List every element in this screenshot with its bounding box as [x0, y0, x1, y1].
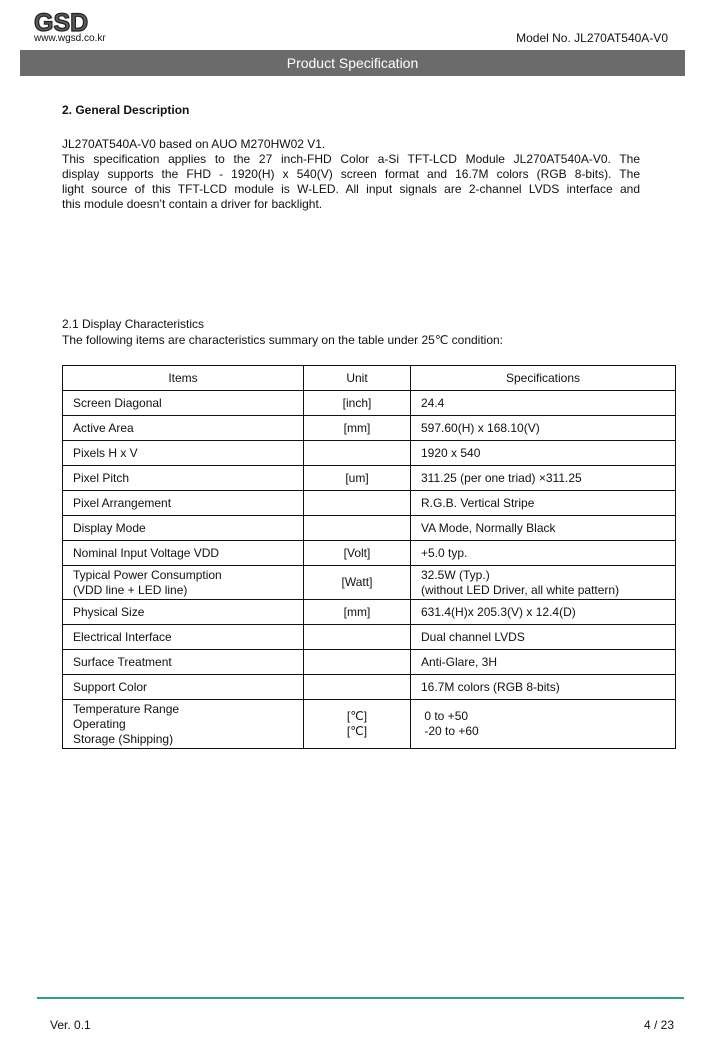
header-specifications: Specifications [411, 366, 676, 391]
spec-cell [411, 650, 676, 675]
description-paragraph-2 [62, 152, 640, 212]
table-row [63, 516, 676, 541]
item-cell-text: Screen Diagonal [73, 395, 162, 410]
model-number: Model No. JL270AT540A-V0 [516, 31, 668, 45]
unit-cell [304, 650, 411, 675]
unit-cell-text: [Volt] [343, 545, 371, 560]
item-cell-text: Pixels H x V [73, 445, 138, 460]
unit-cell-text: [Watt] [341, 575, 373, 589]
table-row [63, 650, 676, 675]
unit-cell [304, 466, 411, 491]
item-cell [63, 700, 304, 749]
spec-cell-text: 0 to +50 [421, 709, 469, 723]
footer-divider [37, 997, 684, 999]
spec-cell-text: Dual channel LVDS [421, 629, 525, 644]
header-items: Items [63, 366, 304, 391]
item-cell-text: Pixel Pitch [73, 470, 130, 485]
spec-cell [411, 416, 676, 441]
version-label: Ver. 0.1 [50, 1018, 91, 1032]
table-row [63, 566, 676, 600]
spec-cell-text: +5.0 typ. [421, 545, 468, 560]
table-row [63, 466, 676, 491]
unit-cell-text: [℃] [346, 724, 368, 738]
description-line: light source of this TFT-LCD module is W-LED. All input signals are 2-channel LVDS interface and [62, 182, 640, 196]
unit-cell [304, 600, 411, 625]
unit-cell-text: [mm] [343, 420, 371, 435]
spec-cell-text: Anti-Glare, 3H [421, 654, 498, 669]
logo-url: www.wgsd.co.kr [34, 33, 106, 44]
table-row [63, 625, 676, 650]
table-row [63, 416, 676, 441]
unit-cell [304, 625, 411, 650]
item-cell-text: Support Color [73, 679, 148, 694]
item-cell-text: Typical Power Consumption [73, 567, 222, 582]
item-cell-text: Nominal Input Voltage VDD [73, 545, 220, 560]
description-line: this module doesn’t contain a driver for backlight. [62, 197, 323, 211]
unit-cell [304, 441, 411, 466]
page-number: 4 / 23 [643, 1018, 674, 1032]
subsection-description: The following items are characteristics summary on the table under 25℃ condition: [62, 333, 504, 347]
header-unit: Unit [304, 366, 411, 391]
spec-cell [411, 516, 676, 541]
spec-cell [411, 700, 676, 749]
description-paragraph-1: JL270AT540A-V0 based on AUO M270HW02 V1. [62, 137, 326, 151]
section-title: 2. General Description [62, 103, 190, 117]
description-line: display supports the FHD - 1920(H) x 540(V) screen format and 16.7M colors (RGB 8-bits). The [62, 167, 640, 181]
spec-cell-text: (without LED Driver, all white pattern) [421, 582, 620, 597]
item-cell-text: Physical Size [73, 604, 145, 619]
item-cell-text: Storage (Shipping) [73, 731, 174, 746]
spec-cell [411, 566, 676, 600]
item-cell [63, 650, 304, 675]
spec-cell-text: 631.4(H)x 205.3(V) x 12.4(D) [421, 604, 576, 619]
unit-cell [304, 566, 411, 600]
spec-cell-text: 311.25 (per one triad) ×311.25 [421, 470, 582, 485]
unit-cell [304, 516, 411, 541]
table-row [63, 391, 676, 416]
table-row [63, 675, 676, 700]
table-body [63, 391, 676, 749]
item-cell [63, 600, 304, 625]
item-cell [63, 566, 304, 600]
item-cell [63, 491, 304, 516]
item-cell-text: Active Area [73, 420, 134, 435]
table-row [63, 700, 676, 749]
item-cell-text: (VDD line + LED line) [73, 582, 188, 597]
gsd-logo [34, 10, 98, 34]
table-row [63, 491, 676, 516]
spec-cell-text: VA Mode, Normally Black [421, 520, 556, 535]
header-bar-title: Product Specification [286, 55, 419, 71]
table-row [63, 600, 676, 625]
spec-cell-text: 597.60(H) x 168.10(V) [421, 420, 540, 435]
item-cell-text: Display Mode [73, 520, 146, 535]
spec-cell-text: 24.4 [421, 395, 445, 410]
table-row [63, 541, 676, 566]
spec-cell-text: -20 to +60 [421, 724, 479, 738]
unit-cell [304, 391, 411, 416]
subsection-title: 2.1 Display Characteristics [62, 317, 205, 331]
item-cell [63, 516, 304, 541]
spec-cell [411, 625, 676, 650]
display-characteristics-table [62, 365, 676, 749]
item-cell-text: Electrical Interface [73, 629, 172, 644]
spec-cell [411, 541, 676, 566]
spec-cell [411, 600, 676, 625]
spec-cell-text: 1920 x 540 [421, 445, 481, 460]
item-cell-text: Temperature Range [73, 701, 180, 716]
unit-cell-text: [inch] [342, 395, 372, 410]
item-cell [63, 391, 304, 416]
item-cell [63, 416, 304, 441]
unit-cell-text: [mm] [343, 604, 371, 619]
spec-cell-text: 32.5W (Typ.) [421, 567, 490, 582]
unit-cell [304, 416, 411, 441]
spec-cell-text: R.G.B. Vertical Stripe [421, 495, 535, 510]
description-line: This specification applies to the 27 inch-FHD Color a-Si TFT-LCD Module JL270AT540A-V0. The [62, 152, 640, 166]
unit-cell [304, 700, 411, 749]
item-cell [63, 541, 304, 566]
item-cell [63, 466, 304, 491]
item-cell [63, 675, 304, 700]
unit-cell [304, 491, 411, 516]
spec-cell-text: 16.7M colors (RGB 8-bits) [421, 679, 560, 694]
spec-cell [411, 391, 676, 416]
item-cell [63, 625, 304, 650]
spec-cell [411, 675, 676, 700]
header-bar [20, 50, 685, 76]
item-cell-text: Pixel Arrangement [73, 495, 172, 510]
table-row [63, 441, 676, 466]
svg-text:GSD: GSD [34, 10, 89, 34]
unit-cell [304, 541, 411, 566]
unit-cell-text: [um] [345, 470, 369, 485]
spec-cell [411, 466, 676, 491]
unit-cell-text: [℃] [346, 709, 368, 723]
item-cell-text: Surface Treatment [73, 654, 172, 669]
table-header-row [63, 366, 676, 391]
unit-cell [304, 675, 411, 700]
item-cell-text: Operating [73, 716, 126, 731]
spec-cell [411, 491, 676, 516]
item-cell [63, 441, 304, 466]
spec-cell [411, 441, 676, 466]
